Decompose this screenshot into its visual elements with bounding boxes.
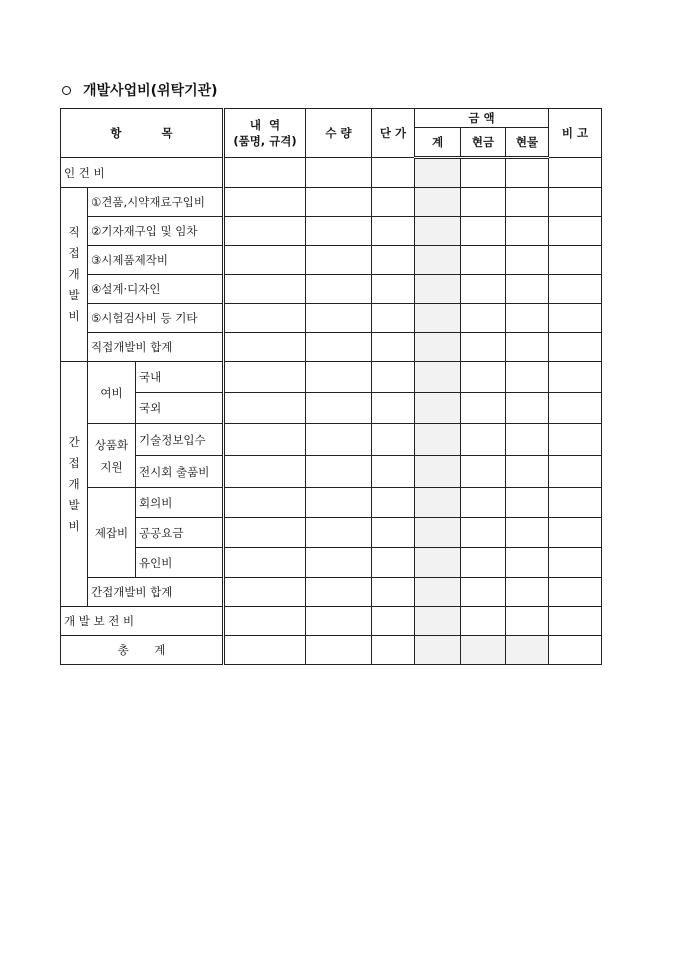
indirect-group-label [61,362,88,607]
commercial-item: 전시회 출품비 [136,456,224,488]
indirect-char: 간 [68,434,80,449]
row-indirect-travel-1 [61,362,602,393]
misc-item: 유인비 [136,548,224,578]
header-details-line1: 내 역 [249,118,281,132]
page-title [62,80,218,100]
direct-char: 발 [68,288,80,302]
header-unit-price: 단 가 [372,109,415,158]
header-details [224,109,306,158]
header-item: 항 목 [61,109,224,158]
header-amount-cash: 현금 [461,128,506,158]
row-direct-4 [61,275,602,304]
grand-total-label: 총 계 [61,636,224,665]
header-details-line2: (품명, 규격) [233,134,297,148]
direct-item: ③시제품제작비 [88,246,224,275]
row-indirect-misc-3 [61,548,602,578]
commercial-label-line1: 상품화 [94,437,129,452]
row-indirect-misc-2 [61,518,602,548]
direct-char: 개 [68,267,80,281]
dev-reserve-label: 개 발 보 전 비 [61,607,224,636]
row-labor [61,158,602,188]
commercial-item: 기술정보입수 [136,424,224,456]
indirect-char: 접 [68,455,80,470]
travel-item: 국내 [136,362,224,393]
row-indirect-subtotal [61,578,602,607]
direct-item: ⑤시험검사비 등 기타 [88,304,224,333]
direct-char: 비 [68,309,80,323]
header-remarks: 비 고 [549,109,602,158]
commercial-label [88,424,136,488]
labor-label: 인 건 비 [61,158,224,188]
travel-item: 국외 [136,393,224,424]
header-row-1 [61,109,602,128]
misc-item: 공공요금 [136,518,224,548]
misc-item: 회의비 [136,488,224,518]
misc-label: 제잡비 [88,488,136,578]
row-indirect-travel-2 [61,393,602,424]
indirect-char: 발 [68,497,80,512]
direct-char: 접 [68,246,80,260]
indirect-char: 비 [68,518,80,533]
indirect-subtotal-label: 간접개발비 합계 [88,578,224,607]
row-dev-reserve [61,607,602,636]
circle-bullet-icon [62,86,71,95]
indirect-char: 개 [68,476,80,491]
direct-char: 직 [68,225,80,239]
row-indirect-commercial-1 [61,424,602,456]
commercial-label-line2: 지원 [100,459,123,474]
row-direct-5 [61,304,602,333]
header-amount: 금 액 [415,109,549,128]
row-indirect-misc-1 [61,488,602,518]
header-amount-total: 계 [415,128,461,158]
budget-table [60,108,602,665]
row-direct-3 [61,246,602,275]
row-direct-1 [61,188,602,217]
header-amount-kind: 현물 [506,128,549,158]
direct-item: ④설계·디자인 [88,275,224,304]
row-grand-total [61,636,602,665]
row-direct-subtotal [61,333,602,362]
row-direct-2 [61,217,602,246]
header-quantity: 수 량 [306,109,372,158]
direct-item: ①견품,시약재료구입비 [88,188,224,217]
direct-item: ②기자재구입 및 임차 [88,217,224,246]
row-indirect-commercial-2 [61,456,602,488]
direct-group-label [61,188,88,362]
direct-subtotal-label: 직접개발비 합계 [88,333,224,362]
title-text: 개발사업비(위탁기관) [83,83,218,99]
travel-label: 여비 [88,362,136,424]
